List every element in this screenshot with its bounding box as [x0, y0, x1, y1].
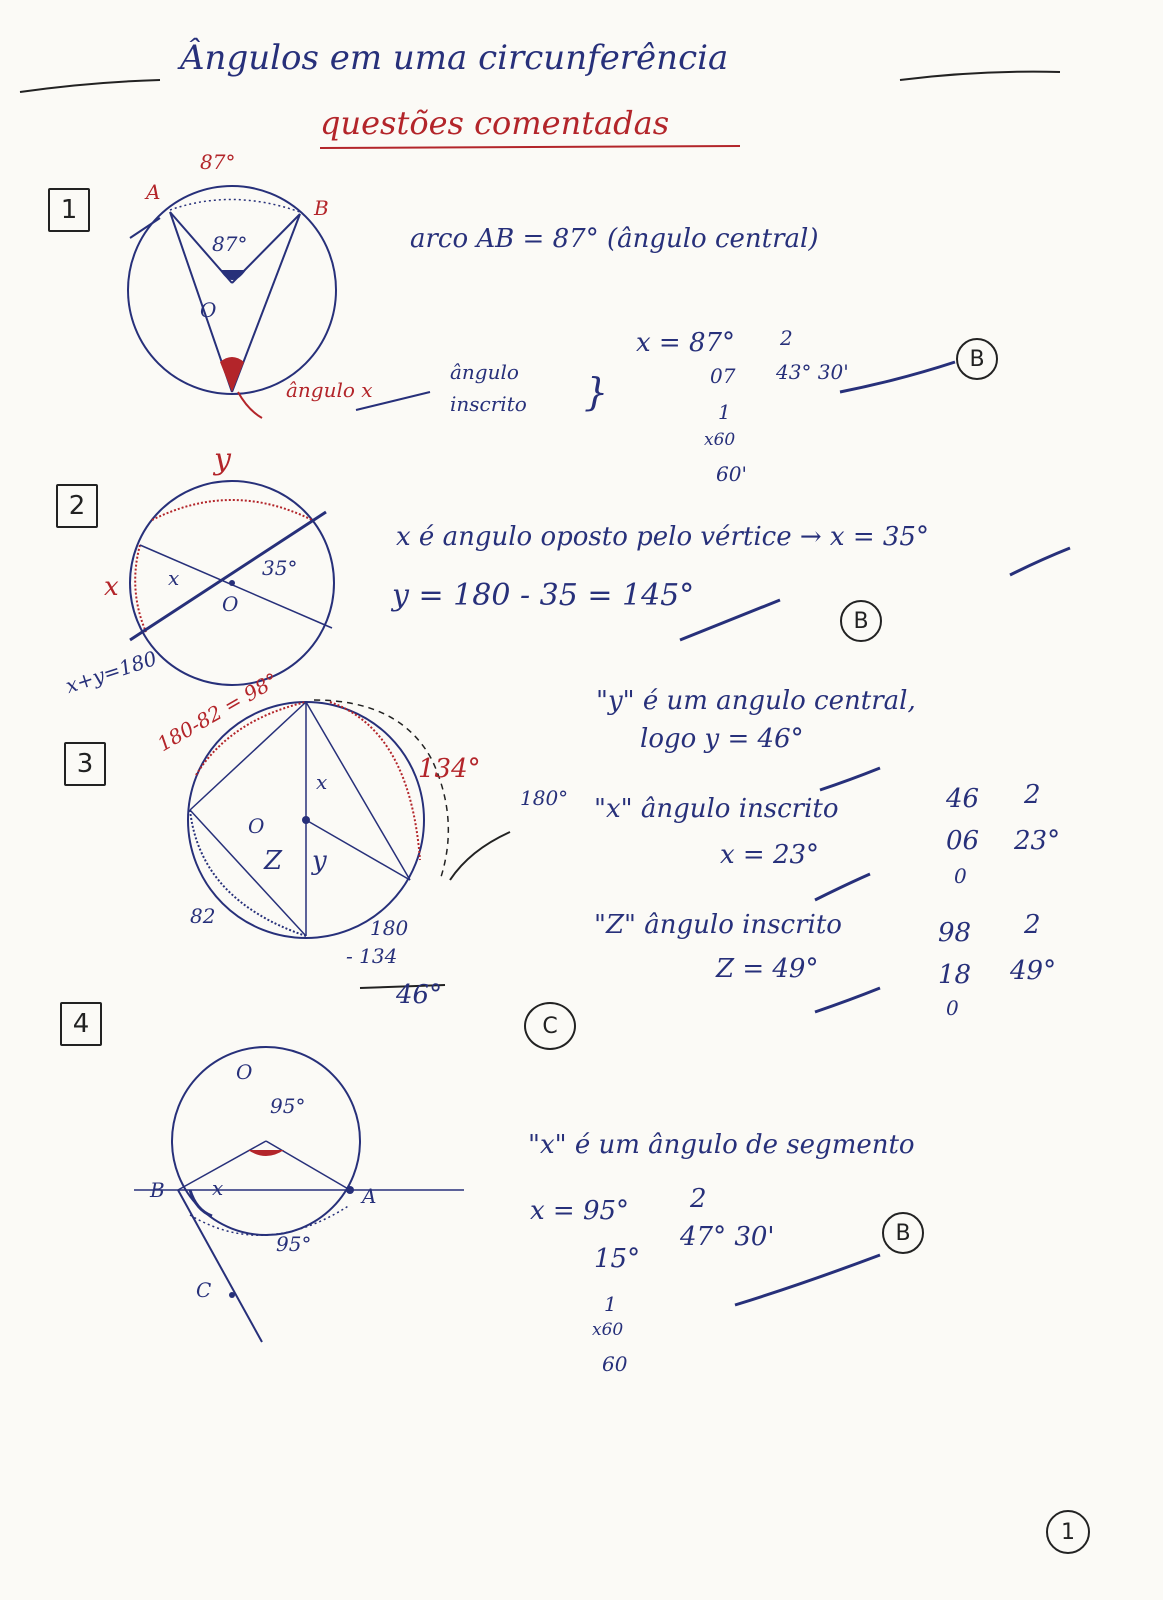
q3-center: O [248, 814, 265, 838]
q3-div-z-1: 98 [938, 918, 972, 948]
question-4-number: 4 [60, 1002, 102, 1046]
q1-answer: B [956, 338, 998, 380]
q3-div-x-quot: 23° [1014, 826, 1061, 856]
q3-answer: C [524, 1002, 576, 1050]
q4-calc-4: x60 [592, 1320, 624, 1340]
question-3-number: 3 [64, 742, 106, 786]
q3-note-z: "Z" ângulo inscrito [594, 910, 842, 940]
question-1-number: 1 [48, 188, 90, 232]
q4-central-angle: 95° [270, 1094, 306, 1118]
question-2-number: 2 [56, 484, 98, 528]
q1-angle-x-label: ângulo x [286, 378, 373, 402]
q4-point-a: A [362, 1184, 377, 1208]
q3-sub-1: 180 [370, 916, 409, 940]
q3-note-y-2: logo y = 46° [640, 724, 804, 754]
q4-divisor: 2 [690, 1184, 707, 1214]
q3-arc-98-label: 180-82 = 98° [153, 667, 283, 757]
q4-x-label: x [212, 1176, 224, 1200]
page-subtitle: questões comentadas [320, 104, 670, 142]
page-title: Ângulos em uma circunferência [180, 38, 729, 78]
q1-quotient: 43° 30' [776, 360, 849, 384]
q1-point-a: A [146, 180, 161, 204]
q1-calc-4: x60 [704, 430, 736, 450]
q4-center: O [236, 1060, 253, 1084]
q1-note: arco AB = 87° (ângulo central) [410, 224, 819, 254]
q4-circle-figure [134, 1047, 880, 1342]
q1-inscribed-label-2: inscrito [450, 392, 527, 416]
q1-calc-5: 60' [716, 462, 747, 486]
q2-answer: B [840, 600, 882, 642]
q1-central-angle: 87° [212, 232, 248, 256]
q3-arc-134: 134° [418, 754, 481, 784]
q4-calc-5: 60 [602, 1352, 628, 1376]
q3-div-x-3: 0 [954, 864, 967, 888]
q4-arc-95: 95° [276, 1232, 312, 1256]
q2-note: x é angulo oposto pelo vértice → x = 35° [396, 522, 929, 552]
q1-calc-1: x = 87° [636, 328, 736, 358]
q3-div-z-divisor: 2 [1024, 910, 1041, 940]
q3-note-x: "x" ângulo inscrito [594, 794, 839, 824]
q1-point-b: B [314, 196, 329, 220]
q3-arc-180: 180° [520, 786, 569, 810]
q2-angle-35: 35° [262, 556, 298, 580]
q3-note-y-1: "y" é um angulo central, [596, 686, 916, 716]
q2-calc: y = 180 - 35 = 145° [392, 578, 695, 613]
q4-calc-2: 15° [594, 1244, 641, 1274]
q4-point-c: C [196, 1278, 212, 1302]
q3-div-x-1: 46 [946, 784, 980, 814]
q1-divisor: 2 [780, 326, 793, 350]
q2-sum-label: x+y=180 [62, 646, 160, 698]
q3-sub-2: - 134 [346, 944, 398, 968]
q4-answer: B [882, 1212, 924, 1254]
q2-x-label: x [168, 566, 180, 590]
q1-center: O [200, 298, 217, 322]
q3-z-label: Z [264, 846, 283, 876]
q3-x-label: x [316, 770, 328, 794]
q3-arc-82: 82 [190, 904, 216, 928]
q4-quotient: 47° 30' [680, 1222, 775, 1252]
q4-point-b: B [150, 1178, 165, 1202]
q3-x-result: x = 23° [720, 840, 820, 870]
q2-x-arc-label: x [104, 572, 119, 602]
q3-z-result: Z = 49° [716, 954, 819, 984]
q1-arc-label: 87° [200, 150, 236, 174]
q1-brace: } [584, 370, 609, 414]
q4-calc-3: 1 [604, 1292, 617, 1316]
q1-calc-3: 1 [718, 400, 731, 424]
q2-y-label: y [214, 442, 231, 477]
q3-sub-3: 46° [396, 980, 443, 1010]
q3-div-z-quot: 49° [1010, 956, 1057, 986]
q3-div-z-3: 0 [946, 996, 959, 1020]
page-number: 1 [1046, 1510, 1090, 1554]
q3-div-x-2: 06 [946, 826, 980, 856]
q2-center: O [222, 592, 239, 616]
q3-div-x-divisor: 2 [1024, 780, 1041, 810]
q1-inscribed-label-1: ângulo [450, 360, 519, 384]
q1-calc-2: 07 [710, 364, 736, 388]
q3-div-z-2: 18 [938, 960, 972, 990]
q3-y-label: y [312, 846, 327, 876]
q4-calc-1: x = 95° [530, 1196, 630, 1226]
q4-note: "x" é um ângulo de segmento [528, 1130, 915, 1160]
